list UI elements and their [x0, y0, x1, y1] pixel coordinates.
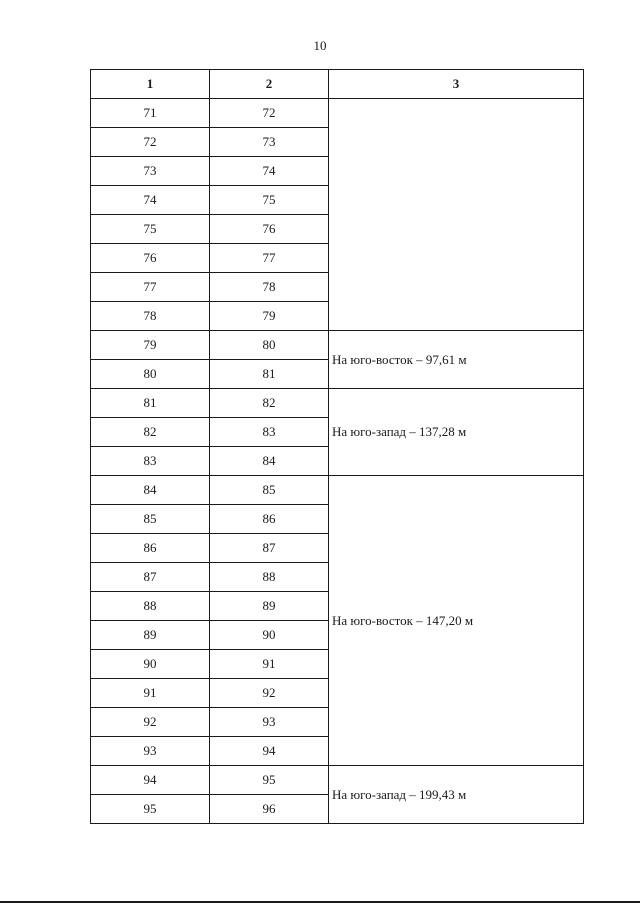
- table-row: [91, 766, 584, 795]
- point-to-cell: 80: [210, 331, 329, 360]
- point-from-cell: 72: [91, 128, 210, 157]
- point-to-cell: 90: [210, 621, 329, 650]
- point-from-cell: 83: [91, 447, 210, 476]
- point-from-cell: 80: [91, 360, 210, 389]
- point-to-cell: 89: [210, 592, 329, 621]
- point-from-cell: 74: [91, 186, 210, 215]
- point-to-cell: 75: [210, 186, 329, 215]
- direction-distance-cell: На юго-запад – 137,28 м: [329, 389, 584, 476]
- point-from-cell: 87: [91, 563, 210, 592]
- point-from-cell: 92: [91, 708, 210, 737]
- page-number: 10: [313, 38, 327, 53]
- point-from-cell: 79: [91, 331, 210, 360]
- point-from-cell: 81: [91, 389, 210, 418]
- point-from-cell: 89: [91, 621, 210, 650]
- point-to-cell: 88: [210, 563, 329, 592]
- point-from-cell: 78: [91, 302, 210, 331]
- point-to-cell: 85: [210, 476, 329, 505]
- boundary-table: [90, 69, 584, 824]
- direction-distance-cell: На юго-восток – 97,61 м: [329, 331, 584, 389]
- table-row: [91, 99, 584, 128]
- table-row: [91, 389, 584, 418]
- point-to-cell: 86: [210, 505, 329, 534]
- point-from-cell: 95: [91, 795, 210, 824]
- point-to-cell: 74: [210, 157, 329, 186]
- point-from-cell: 76: [91, 244, 210, 273]
- table-row: [91, 331, 584, 360]
- table-header-row: [91, 70, 584, 99]
- direction-distance-cell: [329, 99, 584, 331]
- point-from-cell: 77: [91, 273, 210, 302]
- point-to-cell: 81: [210, 360, 329, 389]
- point-to-cell: 93: [210, 708, 329, 737]
- table-body: [91, 99, 584, 824]
- point-to-cell: 72: [210, 99, 329, 128]
- table-row: [91, 476, 584, 505]
- point-from-cell: 88: [91, 592, 210, 621]
- direction-distance-cell: На юго-восток – 147,20 м: [329, 476, 584, 766]
- point-from-cell: 94: [91, 766, 210, 795]
- point-to-cell: 96: [210, 795, 329, 824]
- point-to-cell: 94: [210, 737, 329, 766]
- point-to-cell: 76: [210, 215, 329, 244]
- point-from-cell: 93: [91, 737, 210, 766]
- point-to-cell: 73: [210, 128, 329, 157]
- point-from-cell: 82: [91, 418, 210, 447]
- point-from-cell: 86: [91, 534, 210, 563]
- scan-edge-line: [0, 901, 640, 903]
- point-to-cell: 91: [210, 650, 329, 679]
- point-from-cell: 85: [91, 505, 210, 534]
- point-from-cell: 91: [91, 679, 210, 708]
- column-header-2: 2: [210, 70, 329, 99]
- point-from-cell: 90: [91, 650, 210, 679]
- point-from-cell: 75: [91, 215, 210, 244]
- point-from-cell: 84: [91, 476, 210, 505]
- point-to-cell: 84: [210, 447, 329, 476]
- column-header-3: 3: [329, 70, 584, 99]
- point-to-cell: 82: [210, 389, 329, 418]
- column-header-1: 1: [91, 70, 210, 99]
- point-from-cell: 71: [91, 99, 210, 128]
- point-to-cell: 79: [210, 302, 329, 331]
- direction-distance-cell: На юго-запад – 199,43 м: [329, 766, 584, 824]
- point-to-cell: 95: [210, 766, 329, 795]
- point-to-cell: 87: [210, 534, 329, 563]
- point-to-cell: 83: [210, 418, 329, 447]
- point-from-cell: 73: [91, 157, 210, 186]
- point-to-cell: 78: [210, 273, 329, 302]
- point-to-cell: 77: [210, 244, 329, 273]
- point-to-cell: 92: [210, 679, 329, 708]
